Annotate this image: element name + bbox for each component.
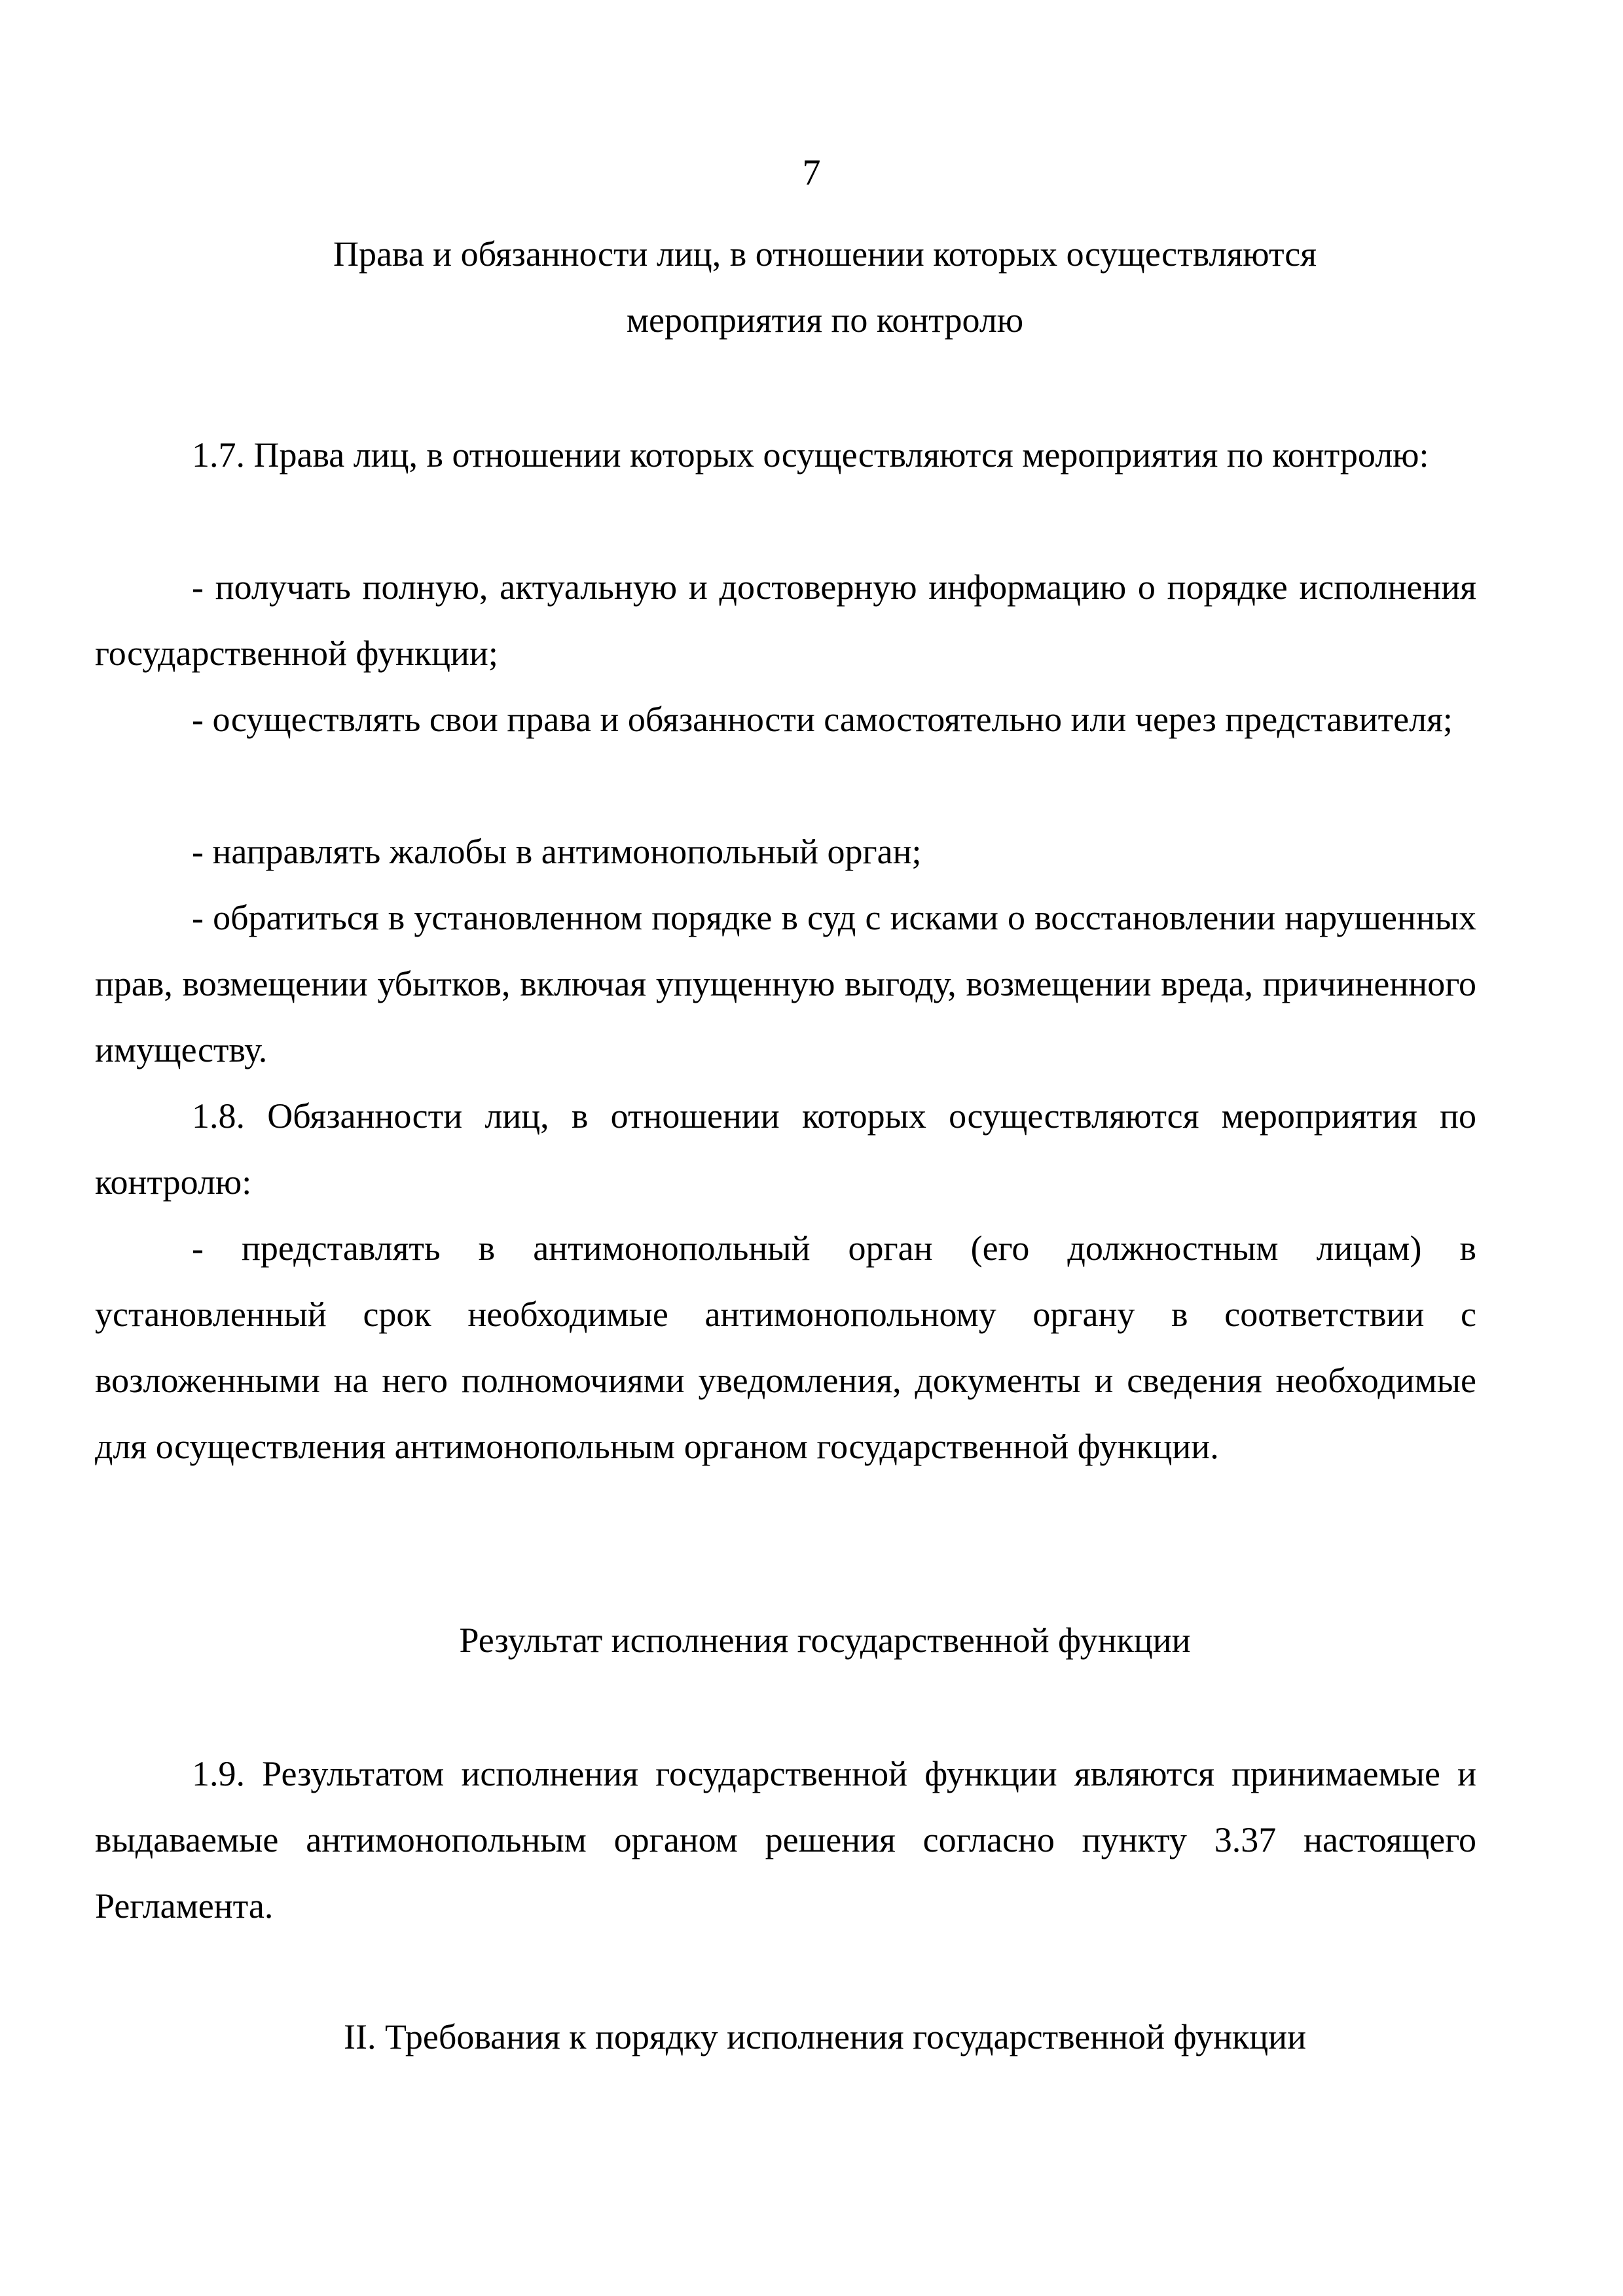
paragraph-rights-item-1: - получать полную, актуальную и достоверную информацию о порядке исполнения государственной функции; xyxy=(95,567,1476,673)
heading-rights-line1: Права и обязанности лиц, в отношении которых осуществляются xyxy=(333,234,1317,274)
paragraph-1-7: 1.7. Права лиц, в отношении которых осуществляются мероприятия по контролю: xyxy=(192,435,1429,475)
heading-section-2: II. Требования к порядку исполнения государственной функции xyxy=(344,2017,1306,2056)
paragraph-1-8: 1.8. Обязанности лиц, в отношении которых осуществляются мероприятия по контролю: xyxy=(95,1096,1476,1202)
paragraph-duties-item-1: - представлять в антимонопольный орган (его должностным лицам) в установленный срок необходимые антимонопольному органу в соответствии с возложенными на него полномочиями уведомления, документы и сведения необходимые для осуществления антимонопольным органом государственной функции. xyxy=(95,1229,1476,1466)
paragraph-rights-item-3: - направлять жалобы в антимонопольный орган; xyxy=(192,832,922,871)
paragraph-rights-item-4: - обратиться в установленном порядке в суд с исками о восстановлении нарушенных прав, возмещении убытков, включая упущенную выгоду, возмещении вреда, причиненного имуществу. xyxy=(95,898,1476,1069)
page-number: 7 xyxy=(802,152,821,193)
heading-rights-line2: мероприятия по контролю xyxy=(626,300,1024,340)
heading-result: Результат исполнения государственной функции xyxy=(459,1621,1191,1660)
paragraph-1-9: 1.9. Результатом исполнения государственной функции являются принимаемые и выдаваемые антимонопольным органом решения согласно пункту 3.37 настоящего Регламента. xyxy=(95,1754,1476,1926)
paragraph-rights-item-2: - осуществлять свои права и обязанности самостоятельно или через представителя; xyxy=(192,700,1453,739)
